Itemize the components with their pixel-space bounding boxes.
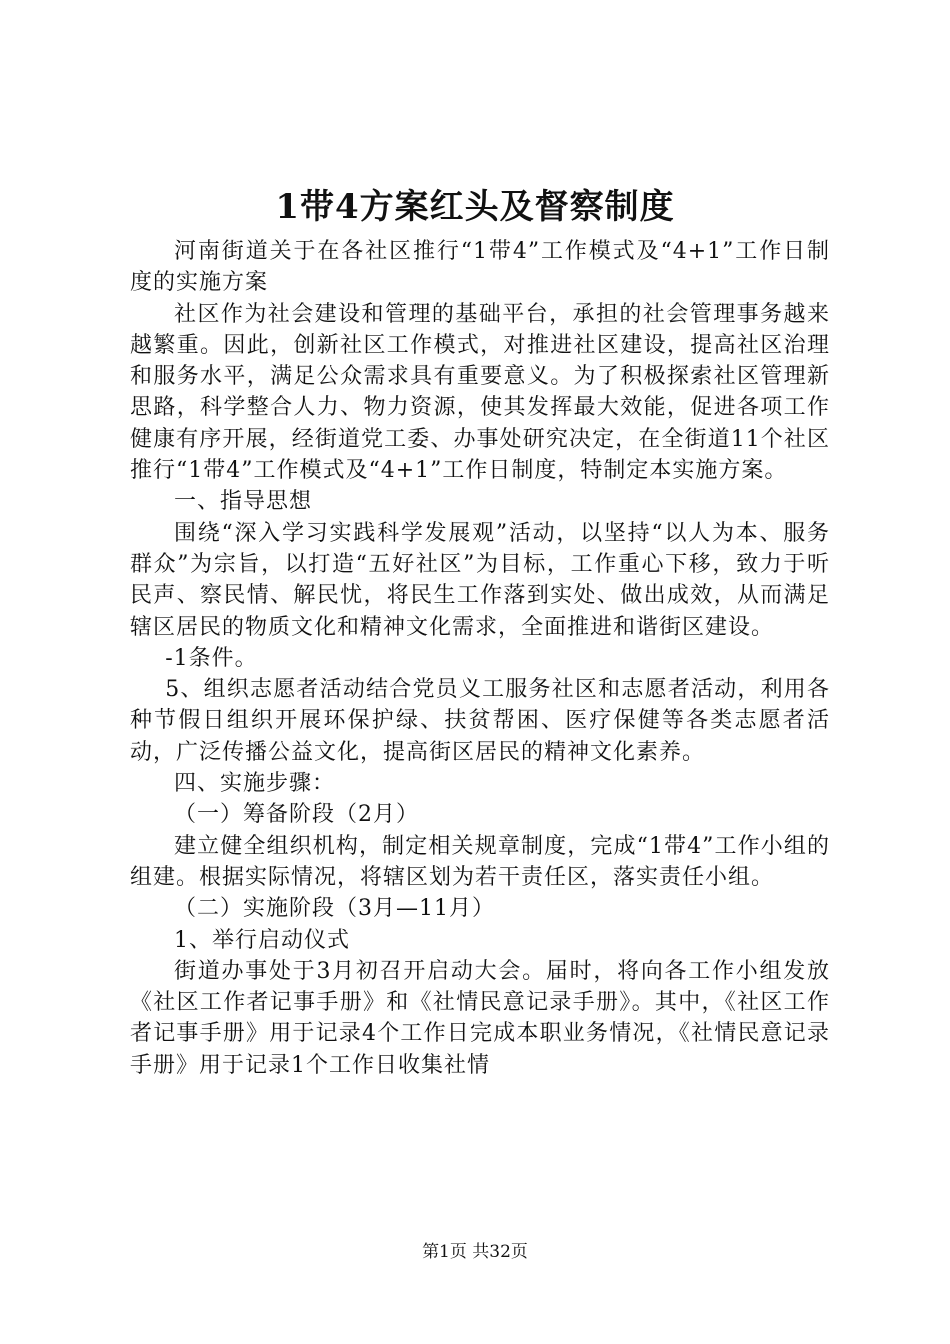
section-heading-guiding-thought: 一、指导思想 [174,489,313,515]
section-heading-steps: 四、实施步骤： [174,771,336,797]
paragraph-condition: -1条件。 [165,645,258,671]
paragraph-preparation: 建立健全组织机构，制定相关规章制度，完成“1带4”工作小组的组建。根据实际情况，将辖区划为若干责任区，落实责任小组。 [130,833,830,890]
paragraph-launch: 街道办事处于3月初召开启动大会。届时，将向各工作小组发放《社区工作者记事手册》和《社情民意记录手册》。其中，《社区工作者记事手册》用于记录4个工作日完成本职业务情况，《社情民意记录手册》用于记录1个工作日收集社情 [130,958,830,1078]
document-title: 1带4方案红头及督察制度 [275,187,675,227]
paragraph-intro: 社区作为社会建设和管理的基础平台，承担的社会管理事务越来越繁重。因此，创新社区工作模式，对推进社区建设，提高社区治理和服务水平，满足公众需求具有重要意义。为了积极探索社区管理新思路，科学整合人力、物力资源，使其发挥最大效能，促进各项工作健康有序开展，经街道党工委、办事处研究决定，在全街道11个社区推行“1带4”工作模式及“4+1”工作日制度，特制定本实施方案。 [130,301,830,484]
subheading-preparation: （一）筹备阶段（2月） [174,802,419,828]
subheading-launch: 1、举行启动仪式 [174,927,350,953]
document-body [130,236,830,1081]
paragraph-guiding-thought: 围绕“深入学习实践科学发展观”活动，以坚持“以人为本、服务群众”为宗旨，以打造“五好社区”为目标，工作重心下移，致力于听民声、察民情、解民忧，将民生工作落到实处、做出成效，从而满足辖区居民的物质文化和精神文化需求，全面推进和谐街区建设。 [130,520,830,640]
page-footer: 第1页 共32页 [422,1242,528,1262]
paragraph-subtitle: 河南街道关于在各社区推行“1带4”工作模式及“4+1”工作日制度的实施方案 [130,239,830,296]
subheading-implementation: （二）实施阶段（3月—11月） [174,896,495,922]
paragraph-volunteer: 5、组织志愿者活动结合党员义工服务社区和志愿者活动，利用各种节假日组织开展环保护绿、扶贫帮困、医疗保健等各类志愿者活动，广泛传播公益文化，提高街区居民的精神文化素养。 [130,677,830,765]
